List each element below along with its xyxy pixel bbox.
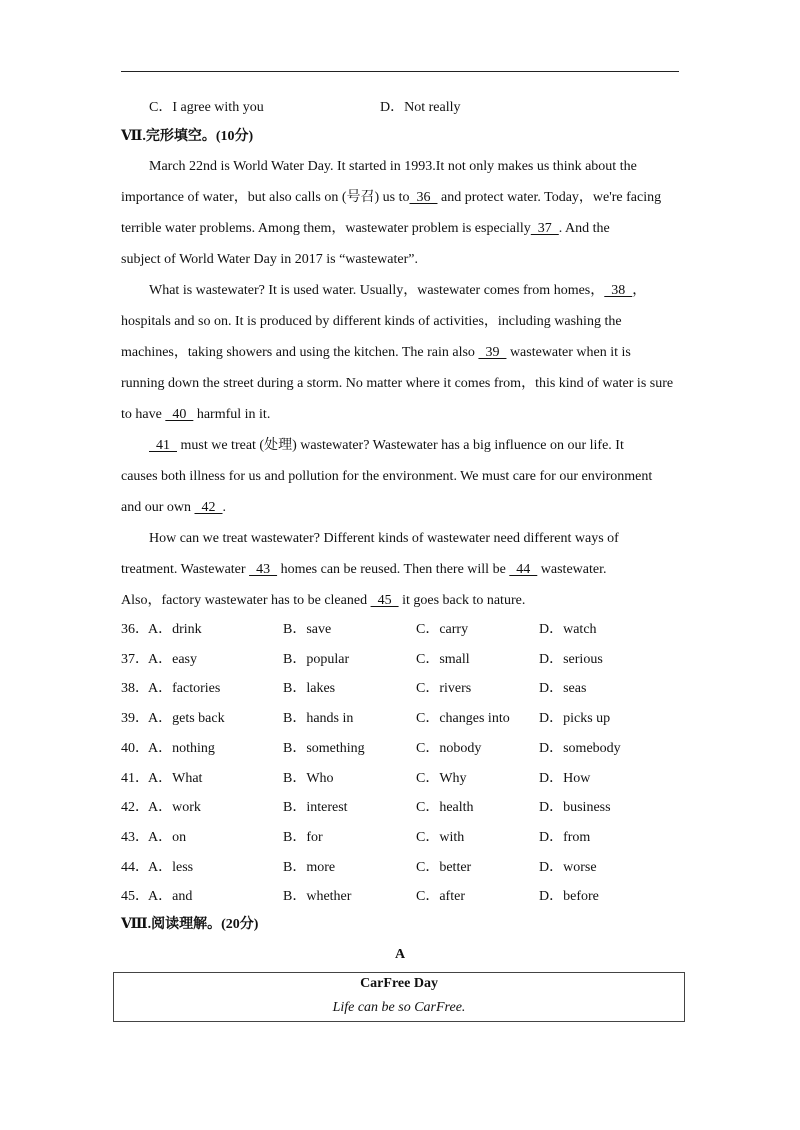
option-b[interactable]: B．save xyxy=(283,622,332,637)
passage-text: hospitals and so on. It is produced by different kinds of activities，including washing the xyxy=(121,314,622,329)
passage-text: must we treat (处理) wastewater? Wastewater has a big influence on our life. It xyxy=(177,438,624,453)
answer-blank[interactable]: 39 xyxy=(478,345,507,360)
passage-text: Also，factory wastewater has to be cleaned xyxy=(121,593,371,608)
option-a[interactable]: A．and xyxy=(148,889,193,904)
answer-blank[interactable]: 36 xyxy=(409,190,438,205)
passage-text: . And the xyxy=(558,221,610,236)
question-number: 41． xyxy=(121,771,149,786)
option-d[interactable]: D．seas xyxy=(539,681,587,696)
passage-text: terrible water problems. Among them，wastewater problem is especially xyxy=(121,221,531,236)
option-c[interactable]: C．Why xyxy=(416,771,467,786)
question-number: 40． xyxy=(121,741,149,756)
option-b[interactable]: B．interest xyxy=(283,800,348,815)
option-b[interactable]: B．popular xyxy=(283,652,350,667)
option-b[interactable]: B．something xyxy=(283,741,365,756)
prev-option-c: C．I agree with you xyxy=(149,100,264,115)
passage-line xyxy=(121,406,270,424)
option-a[interactable]: A．on xyxy=(148,830,187,845)
answer-blank[interactable]: 37 xyxy=(530,221,559,236)
passage-text: . xyxy=(222,500,226,515)
option-d[interactable]: D．watch xyxy=(539,622,597,637)
option-d[interactable]: D．serious xyxy=(539,652,603,667)
passage-text: homes can be reused. Then there will be xyxy=(277,562,510,577)
carfree-day-box xyxy=(113,972,685,1022)
option-d[interactable]: D．business xyxy=(539,800,611,815)
question-number: 43． xyxy=(121,830,149,845)
question-number: 39． xyxy=(121,711,149,726)
option-d[interactable]: D．picks up xyxy=(539,711,611,726)
passage-text: running down the street during a storm. No matter where it comes from，this kind of water is sure xyxy=(121,376,674,391)
option-b[interactable]: B．more xyxy=(283,860,336,875)
passage-text: harmful in it. xyxy=(193,407,271,422)
passage-line xyxy=(121,375,673,393)
option-b[interactable]: B．lakes xyxy=(283,681,336,696)
answer-blank[interactable]: 40 xyxy=(165,407,194,422)
passage-line xyxy=(149,158,637,176)
question-number: 37． xyxy=(121,652,149,667)
option-b[interactable]: B．Who xyxy=(283,771,334,786)
question-number: 36． xyxy=(121,622,149,637)
passage-line xyxy=(121,251,418,269)
option-d[interactable]: D．worse xyxy=(539,860,597,875)
passage-text: March 22nd is World Water Day. It started in 1993.It not only makes us think about the xyxy=(149,159,637,174)
passage-line xyxy=(121,499,226,517)
passage-line xyxy=(149,437,624,455)
passage-text: machines，taking showers and using the kitchen. The rain also xyxy=(121,345,479,360)
passage-text: How can we treat wastewater? Different kinds of wastewater need different ways of xyxy=(149,531,619,546)
carfree-day-title: CarFree Day xyxy=(360,976,438,991)
answer-blank[interactable]: 38 xyxy=(604,283,633,298)
passage-text: and our own xyxy=(121,500,195,515)
passage-text: to have xyxy=(121,407,166,422)
option-a[interactable]: A．work xyxy=(148,800,201,815)
option-c[interactable]: C．nobody xyxy=(416,741,482,756)
option-a[interactable]: A．drink xyxy=(148,622,202,637)
passage-line xyxy=(149,530,619,548)
option-c[interactable]: C．rivers xyxy=(416,681,472,696)
top-divider xyxy=(121,71,679,72)
passage-line xyxy=(121,189,661,207)
option-d[interactable]: D．before xyxy=(539,889,599,904)
passage-text: subject of World Water Day in 2017 is “wastewater”. xyxy=(121,252,418,267)
question-number: 45． xyxy=(121,889,149,904)
answer-blank[interactable]: 44 xyxy=(509,562,538,577)
option-d[interactable]: D．somebody xyxy=(539,741,621,756)
question-number: 44． xyxy=(121,860,149,875)
carfree-day-subtitle: Life can be so CarFree. xyxy=(332,1000,466,1015)
passage-text: treatment. Wastewater xyxy=(121,562,250,577)
passage-text: wastewater. xyxy=(537,562,607,577)
passage-text: What is wastewater? It is used water. Usually，wastewater comes from homes， xyxy=(149,283,605,298)
option-b[interactable]: B．whether xyxy=(283,889,352,904)
option-b[interactable]: B．hands in xyxy=(283,711,354,726)
answer-blank[interactable]: 43 xyxy=(249,562,278,577)
option-c[interactable]: C．better xyxy=(416,860,472,875)
option-c[interactable]: C．carry xyxy=(416,622,469,637)
option-c[interactable]: C．after xyxy=(416,889,465,904)
option-a[interactable]: A．gets back xyxy=(148,711,225,726)
passage-line xyxy=(121,468,652,486)
prev-option-d: D．Not really xyxy=(380,100,461,115)
passage-line xyxy=(121,592,525,610)
option-d[interactable]: D．from xyxy=(539,830,591,845)
section-7-heading: Ⅶ.完形填空。(10分) xyxy=(121,129,254,144)
passage-line xyxy=(121,561,606,579)
passage-line xyxy=(121,220,610,238)
option-a[interactable]: A．less xyxy=(148,860,194,875)
passage-text: it goes back to nature. xyxy=(398,593,526,608)
option-b[interactable]: B．for xyxy=(283,830,323,845)
passage-text: ， xyxy=(632,283,647,298)
option-c[interactable]: C．small xyxy=(416,652,470,667)
option-c[interactable]: C．with xyxy=(416,830,465,845)
option-c[interactable]: C．health xyxy=(416,800,474,815)
option-d[interactable]: D．How xyxy=(539,771,591,786)
passage-line xyxy=(149,282,646,300)
option-a[interactable]: A．What xyxy=(148,771,203,786)
passage-line xyxy=(121,313,622,331)
answer-blank[interactable]: 42 xyxy=(194,500,223,515)
passage-text: importance of water，but also calls on (号召) us to xyxy=(121,190,410,205)
reading-a-label: A xyxy=(394,947,406,962)
passage-text: causes both illness for us and pollution for the environment. We must care for our environment xyxy=(121,469,653,484)
option-c[interactable]: C．changes into xyxy=(416,711,510,726)
passage-text: wastewater when it is xyxy=(506,345,631,360)
option-a[interactable]: A．easy xyxy=(148,652,197,667)
passage-text: and protect water. Today，we're facing xyxy=(437,190,662,205)
section-8-heading: Ⅷ.阅读理解。(20分) xyxy=(121,917,259,932)
option-a[interactable]: A．factories xyxy=(148,681,221,696)
passage-line xyxy=(121,344,631,362)
question-number: 42． xyxy=(121,800,149,815)
answer-blank[interactable]: 41 xyxy=(149,438,177,453)
question-number: 38． xyxy=(121,681,149,696)
option-a[interactable]: A．nothing xyxy=(148,741,215,756)
answer-blank[interactable]: 45 xyxy=(370,593,399,608)
